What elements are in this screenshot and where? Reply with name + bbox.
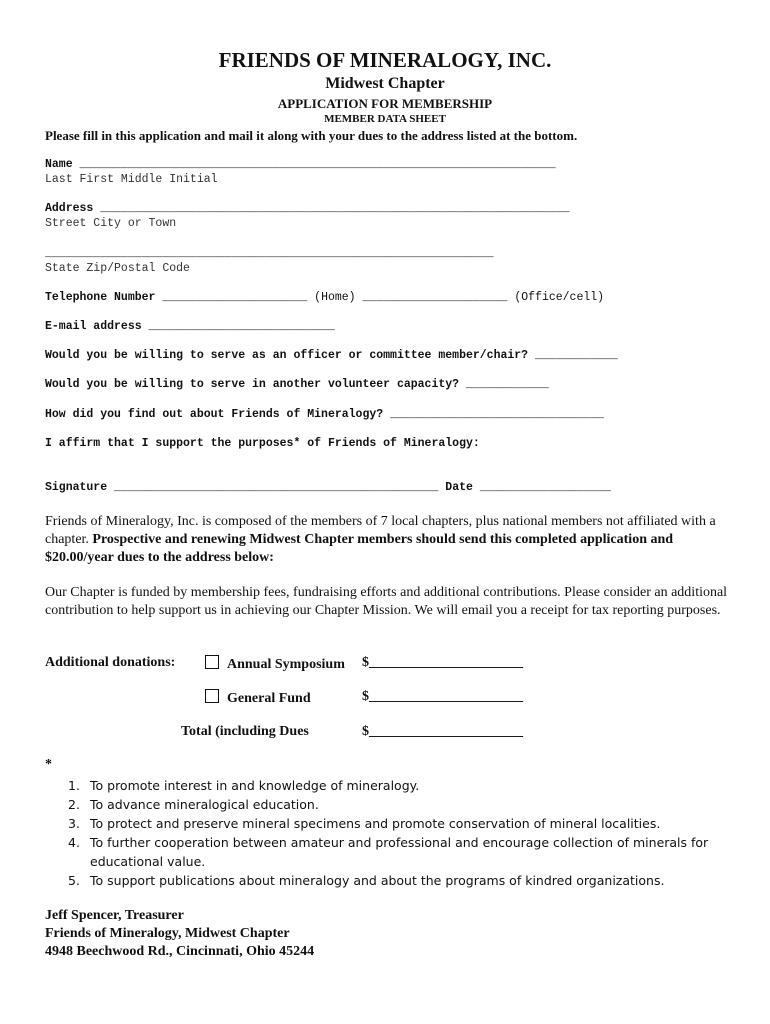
page-title: FRIENDS OF MINERALOGY, INC. [218,48,552,72]
address-hint: Street City or Town [45,217,177,230]
form-title: APPLICATION FOR MEMBERSHIP [277,96,493,111]
list-item-text: To support publications about mineralogy and about the programs of kindred organizations. [90,873,665,888]
signature-line[interactable]: _______________________________________________ [114,481,439,494]
total-amount[interactable]: $______________________ [362,724,523,739]
address-label: Address [45,202,94,215]
email-label: E-mail address [45,320,142,333]
membership-paragraph-text: Friends of Mineralogy, Inc. is composed of the members of 7 local chapters, plus national members not affiliated with a chapter. [45,514,716,547]
membership-paragraph [45,513,735,567]
telephone-home-line[interactable]: _____________________ [162,291,308,304]
telephone-office-line[interactable]: _____________________ [362,291,508,304]
signature-label: Signature [45,481,108,494]
findout-question[interactable] [45,408,604,421]
symposium-label: Annual Symposium [227,657,345,672]
telephone-office-suffix: (Office/cell) [514,291,605,304]
list-item [68,795,718,814]
telephone-label: Telephone Number [45,291,156,304]
list-item-text: To advance mineralogical education. [90,797,319,812]
officer-question[interactable] [45,349,618,362]
sheet-title: MEMBER DATA SHEET [324,113,446,125]
general-fund-option[interactable] [205,689,311,707]
list-item-number: 1. [68,778,80,793]
officer-line[interactable]: ____________ [535,349,618,362]
list-item [68,776,718,795]
findout-label: How did you find out about Friends of Mineralogy? [45,408,384,421]
name-label: Name [45,158,73,171]
name-line[interactable]: _____________________________________________________________________ [79,158,556,171]
email-field[interactable] [45,320,335,333]
date-label: Date [445,481,473,494]
purposes-asterisk: * [45,757,52,772]
symposium-amount[interactable]: $______________________ [362,655,523,670]
telephone-field[interactable] [45,291,604,304]
list-item-text: To protect and preserve mineral specimens and promote conservation of mineral localities. [90,816,661,831]
treasurer-org: Friends of Mineralogy, Midwest Chapter [45,926,290,941]
list-item-number: 3. [68,816,80,831]
list-item-number: 5. [68,873,80,888]
findout-line[interactable]: _______________________________ [390,408,604,421]
general-fund-label: General Fund [227,691,311,706]
list-item [68,833,718,871]
email-line[interactable]: ___________________________ [148,320,335,333]
general-fund-checkbox[interactable] [205,689,219,703]
list-item-number: 2. [68,797,80,812]
general-fund-amount[interactable]: $______________________ [362,689,523,704]
funding-paragraph: Our Chapter is funded by membership fees, fundraising efforts and additional contributions. Please consider an additional contribution to help support us in achieving our Chapter Mission. We will email you a receipt for tax reporting purposes. [45,585,728,618]
membership-paragraph-bold: Prospective and renewing Midwest Chapter members should send this completed application and $20.00/year dues to the address below: [45,532,674,565]
signature-field[interactable] [45,481,611,494]
treasurer-address [45,907,314,961]
volunteer-label: Would you be willing to serve in another volunteer capacity? [45,378,460,391]
name-field[interactable] [45,158,556,171]
list-item [68,814,718,833]
telephone-home-suffix: (Home) [314,291,356,304]
instructions: Please fill in this application and mail it along with your dues to the address listed at the bottom. [45,128,578,143]
address2-line[interactable]: _________________________________________________________________ [45,247,494,260]
date-line[interactable]: ___________________ [479,481,611,494]
treasurer-street: 4948 Beechwood Rd., Cincinnati, Ohio 45244 [45,944,315,959]
address2-hint: State Zip/Postal Code [45,262,190,275]
list-item-text: To further cooperation between amateur and professional and encourage collection of minerals for educational value. [90,835,709,869]
chapter-name: Midwest Chapter [325,75,445,92]
officer-label: Would you be willing to serve as an officer or committee member/chair? [45,349,529,362]
volunteer-line[interactable]: ____________ [465,378,549,391]
donations-label: Additional donations: [45,655,176,670]
purposes-list [68,776,718,890]
volunteer-question[interactable] [45,378,549,391]
symposium-checkbox[interactable] [205,655,219,669]
symposium-option[interactable] [205,655,345,673]
total-label: Total (including Dues [181,724,309,739]
list-item [68,871,718,890]
list-item-number: 4. [68,835,80,850]
treasurer-name: Jeff Spencer, Treasurer [45,908,184,923]
address-field[interactable] [45,202,570,215]
list-item-text: To promote interest in and knowledge of mineralogy. [90,778,420,793]
address-line[interactable]: ____________________________________________________________________ [100,202,570,215]
affirm-statement: I affirm that I support the purposes* of Friends of Mineralogy: [45,437,480,450]
name-hint: Last First Middle Initial [45,173,218,186]
